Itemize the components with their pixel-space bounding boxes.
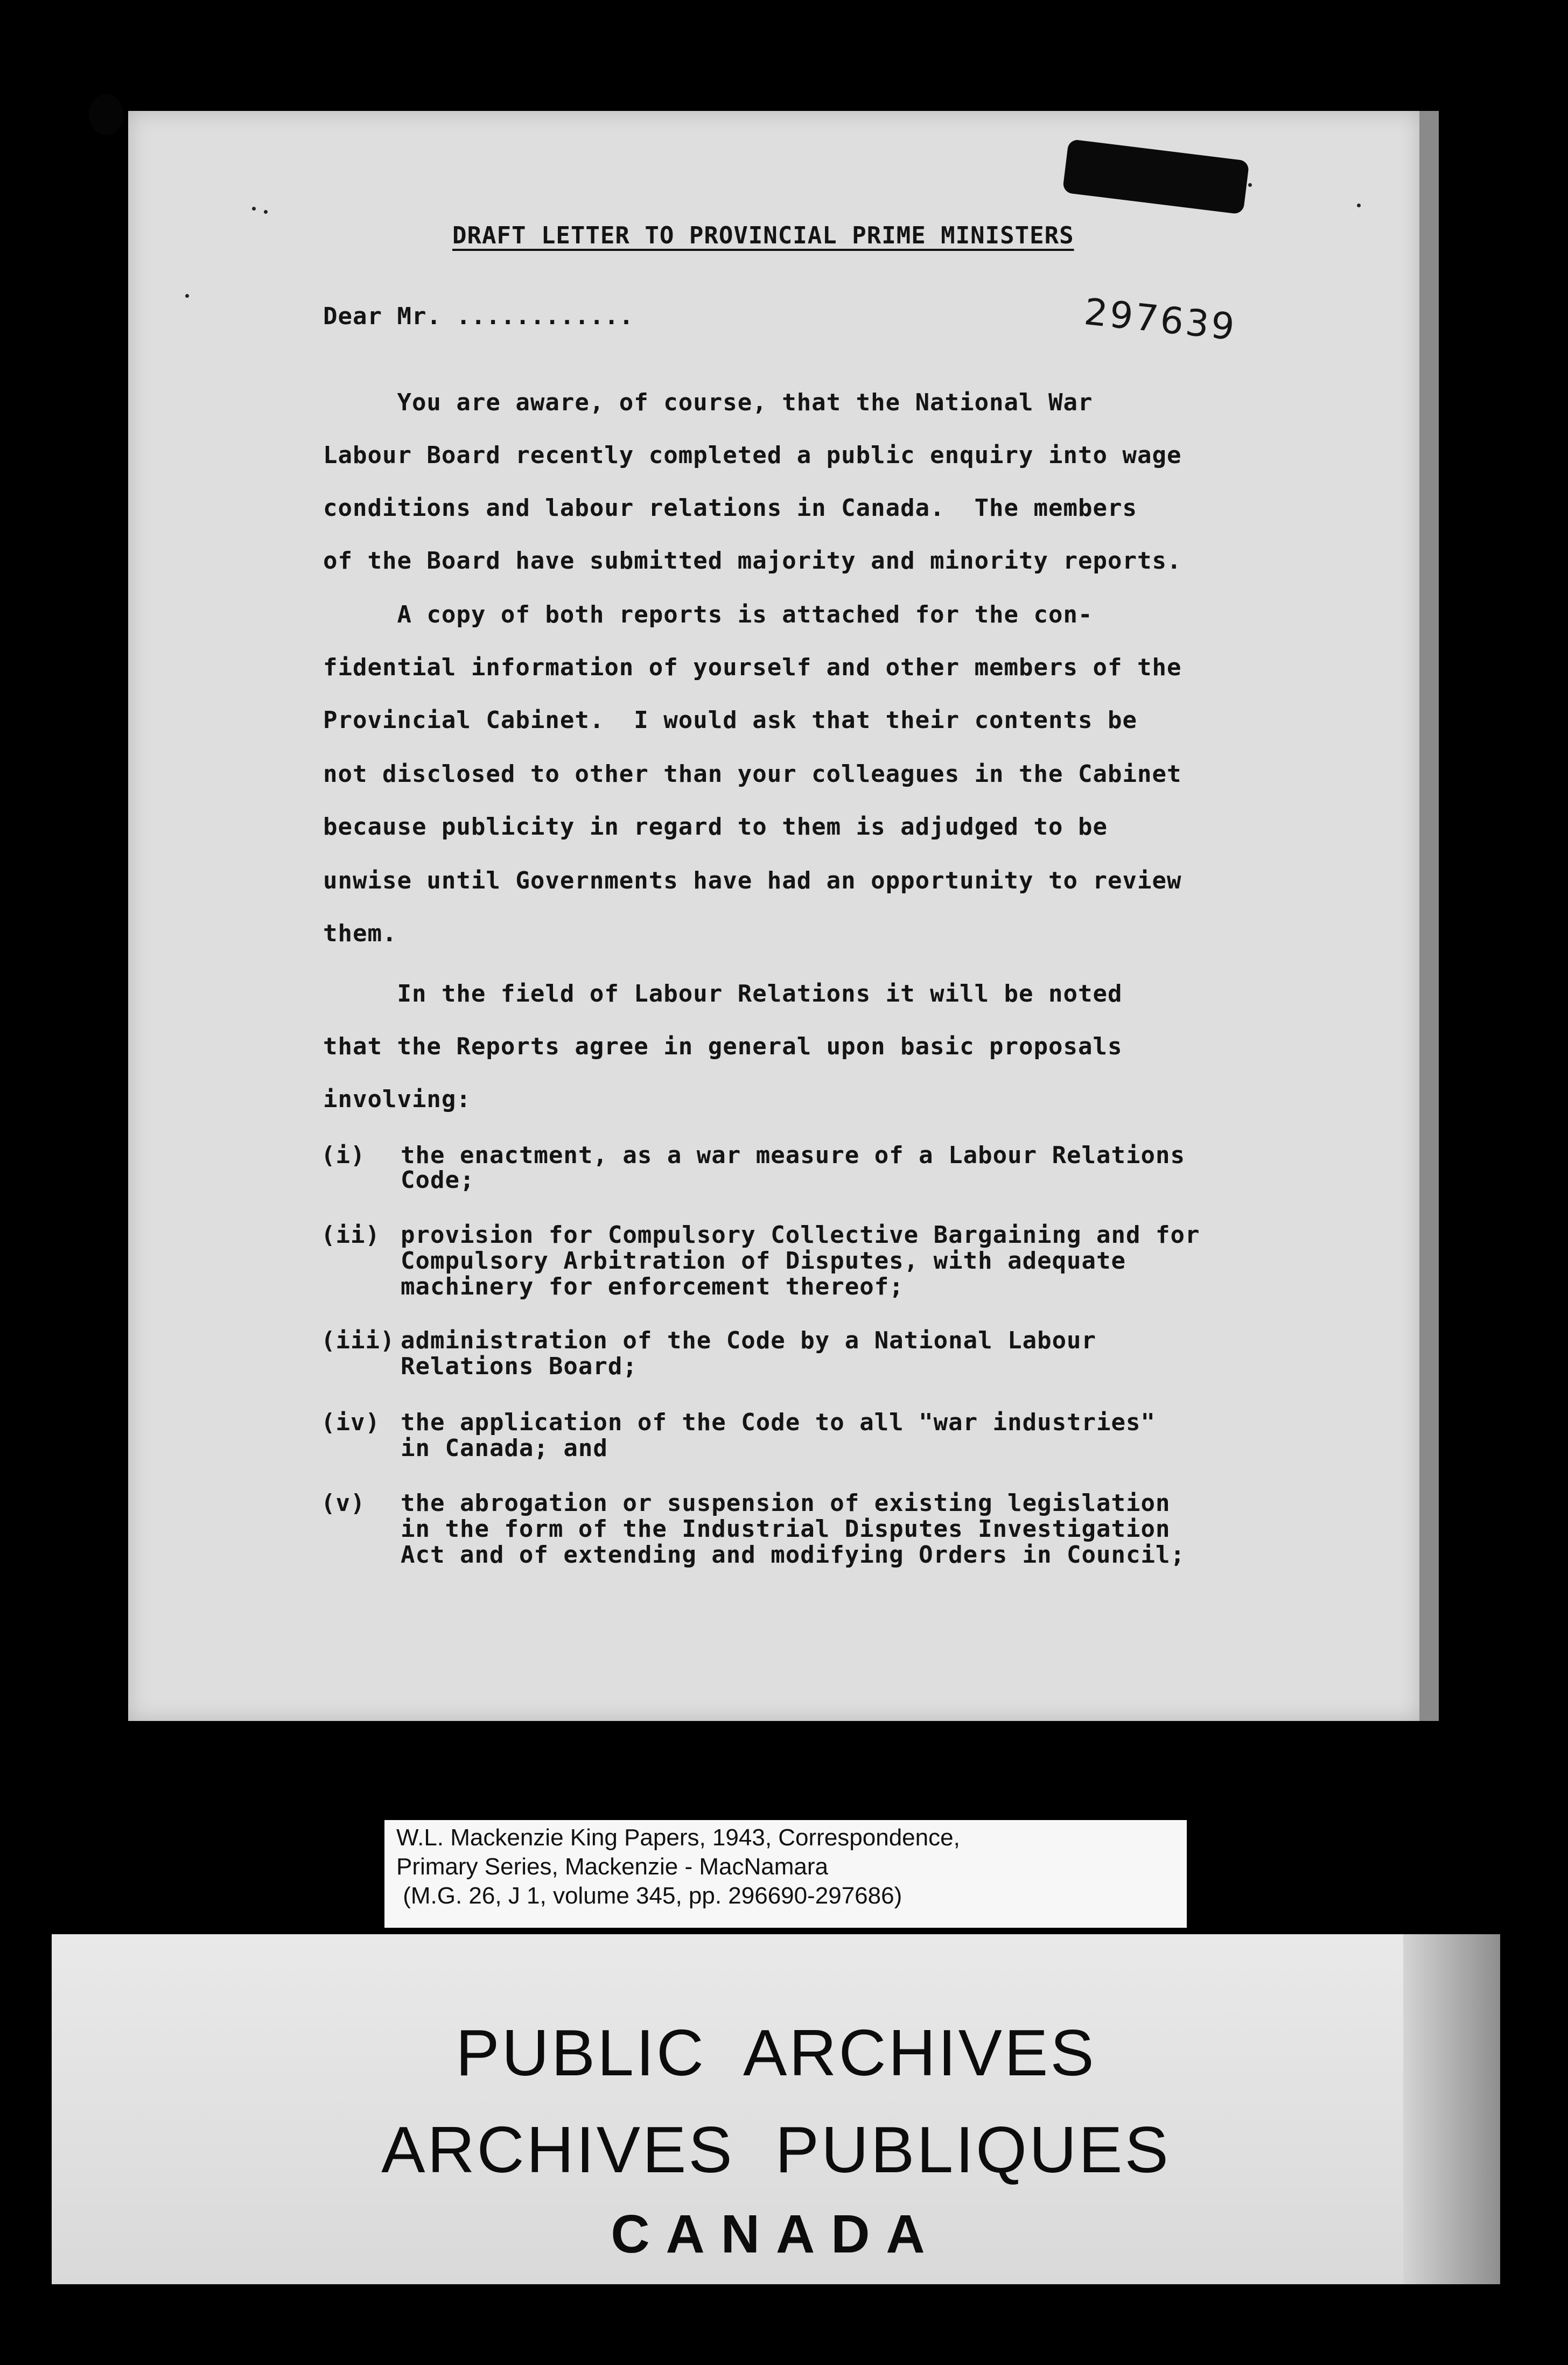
body-line: fidential information of yourself and other members of the — [323, 654, 1182, 681]
banner-line-country: CANADA — [611, 2204, 941, 2264]
citation-label — [384, 1820, 1187, 1928]
body-line: unwise until Governments have had an opportunity to review — [323, 867, 1182, 894]
body-line: Labour Board recently completed a public enquiry into wage — [323, 442, 1182, 469]
list-item-line: the abrogation or suspension of existing legislation — [401, 1489, 1171, 1517]
page-edge-shadow — [1419, 111, 1439, 1721]
dust-speck — [1248, 183, 1252, 187]
list-item-line: administration of the Code by a National Labour — [401, 1327, 1097, 1354]
salutation: Dear Mr. ............ — [323, 303, 634, 330]
body-line: them. — [323, 920, 397, 947]
body-line: because publicity in regard to them is adjudged to be — [323, 813, 1108, 841]
body-line: not disclosed to other than your colleagues in the Cabinet — [323, 760, 1182, 788]
list-item-line: Act and of extending and modifying Orders in Council; — [401, 1541, 1185, 1569]
list-item-line: machinery for enforcement thereof; — [401, 1273, 904, 1300]
punch-hole — [89, 94, 123, 135]
letter-page — [128, 111, 1420, 1721]
list-item-number: (v) — [321, 1489, 366, 1517]
list-item-line: Compulsory Arbitration of Disputes, with adequate — [401, 1247, 1126, 1275]
body-line: involving: — [323, 1086, 471, 1113]
citation-line: (M.G. 26, J 1, volume 345, pp. 296690-297686) — [396, 1883, 902, 1909]
citation-line: Primary Series, Mackenzie - MacNamara — [396, 1853, 828, 1880]
document-number-stamp: 297639 — [1082, 291, 1239, 349]
body-line: of the Board have submitted majority and minority reports. — [323, 547, 1182, 575]
list-item-number: (ii) — [321, 1221, 380, 1249]
body-line: A copy of both reports is attached for the con- — [323, 601, 1093, 628]
list-item-line: provision for Compulsory Collective Bargaining and for — [401, 1221, 1200, 1249]
body-line: conditions and labour relations in Canada. The members — [323, 494, 1137, 522]
letter-heading: DRAFT LETTER TO PROVINCIAL PRIME MINISTERS — [452, 222, 1074, 249]
list-item-line: the enactment, as a war measure of a Labour Relations — [401, 1142, 1185, 1169]
archive-banner — [52, 1934, 1500, 2284]
list-item-line: the application of the Code to all "war industries" — [401, 1409, 1156, 1436]
list-item-number: (iii) — [321, 1327, 395, 1354]
list-item-line: Code; — [401, 1166, 475, 1194]
body-line: In the field of Labour Relations it will be noted — [323, 980, 1123, 1007]
list-item-line: in Canada; and — [401, 1435, 608, 1462]
list-item-line: Relations Board; — [401, 1353, 638, 1380]
body-line: that the Reports agree in general upon basic proposals — [323, 1033, 1123, 1060]
body-line: You are aware, of course, that the National War — [323, 389, 1093, 416]
dust-speck — [1357, 204, 1361, 207]
banner-line-french: ARCHIVES PUBLIQUES — [381, 2113, 1171, 2186]
list-item-number: (iv) — [321, 1409, 380, 1436]
dust-speck — [252, 207, 256, 211]
banner-line-english: PUBLIC ARCHIVES — [456, 2016, 1096, 2089]
dust-speck — [185, 294, 189, 298]
list-item-number: (i) — [321, 1142, 366, 1169]
citation-line: W.L. Mackenzie King Papers, 1943, Correspondence, — [396, 1824, 960, 1851]
body-line: Provincial Cabinet. I would ask that their contents be — [323, 706, 1137, 734]
dust-speck — [264, 210, 268, 214]
list-item-line: in the form of the Industrial Disputes Investigation — [401, 1515, 1171, 1543]
